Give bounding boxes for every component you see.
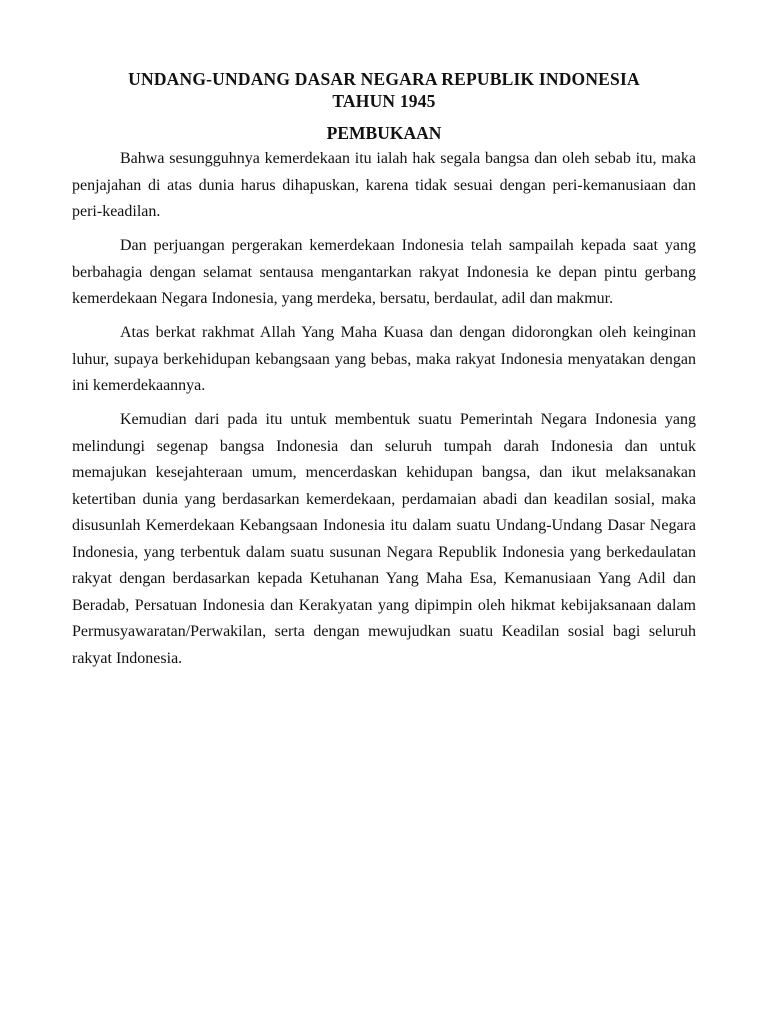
- paragraph-2: Dan perjuangan pergerakan kemerdekaan Indonesia telah sampailah kepada saat yang berbahagia dengan selamat sentausa mengantarkan rakyat Indonesia ke depan pintu gerbang kemerdekaan Negara Indonesia, yang merdeka, bersatu, berdaulat, adil dan makmur.: [72, 237, 696, 307]
- document-title-line-1: UNDANG-UNDANG DASAR NEGARA REPUBLIK INDONESIA: [128, 69, 640, 89]
- paragraph-3: Atas berkat rakhmat Allah Yang Maha Kuasa dan dengan didorongkan oleh keinginan luhur, supaya berkehidupan kebangsaan yang bebas, maka rakyat Indonesia menyatakan dengan ini kemerdekaannya.: [72, 324, 696, 394]
- section-heading: PEMBUKAAN: [326, 123, 442, 143]
- document-title-line-2: TAHUN 1945: [332, 91, 436, 111]
- document-title: [72, 68, 696, 112]
- document-page: [72, 68, 696, 680]
- paragraph-1: Bahwa sesungguhnya kemerdekaan itu ialah hak segala bangsa dan oleh sebab itu, maka penjajahan di atas dunia harus dihapuskan, karena tidak sesuai dengan peri-kemanusiaan dan peri-keadilan.: [72, 150, 696, 220]
- paragraph-4: Kemudian dari pada itu untuk membentuk suatu Pemerintah Negara Indonesia yang melindungi segenap bangsa Indonesia dan seluruh tumpah darah Indonesia dan untuk memajukan kesejahteraan umum, mencerdaskan kehidupan bangsa, dan ikut melaksanakan ketertiban dunia yang berdasarkan kemerdekaan, perdamaian abadi dan keadilan sosial, maka disusunlah Kemerdekaan Kebangsaan Indonesia itu dalam suatu Undang-Undang Dasar Negara Indonesia, yang terbentuk dalam suatu susunan Negara Republik Indonesia yang berkedaulatan rakyat dengan berdasarkan kepada Ketuhanan Yang Maha Esa, Kemanusiaan Yang Adil dan Beradab, Persatuan Indonesia dan Kerakyatan yang dipimpin oleh hikmat kebijaksanaan dalam Permusyawaratan/Perwakilan, serta dengan mewujudkan suatu Keadilan sosial bagi seluruh rakyat Indonesia.: [72, 411, 696, 667]
